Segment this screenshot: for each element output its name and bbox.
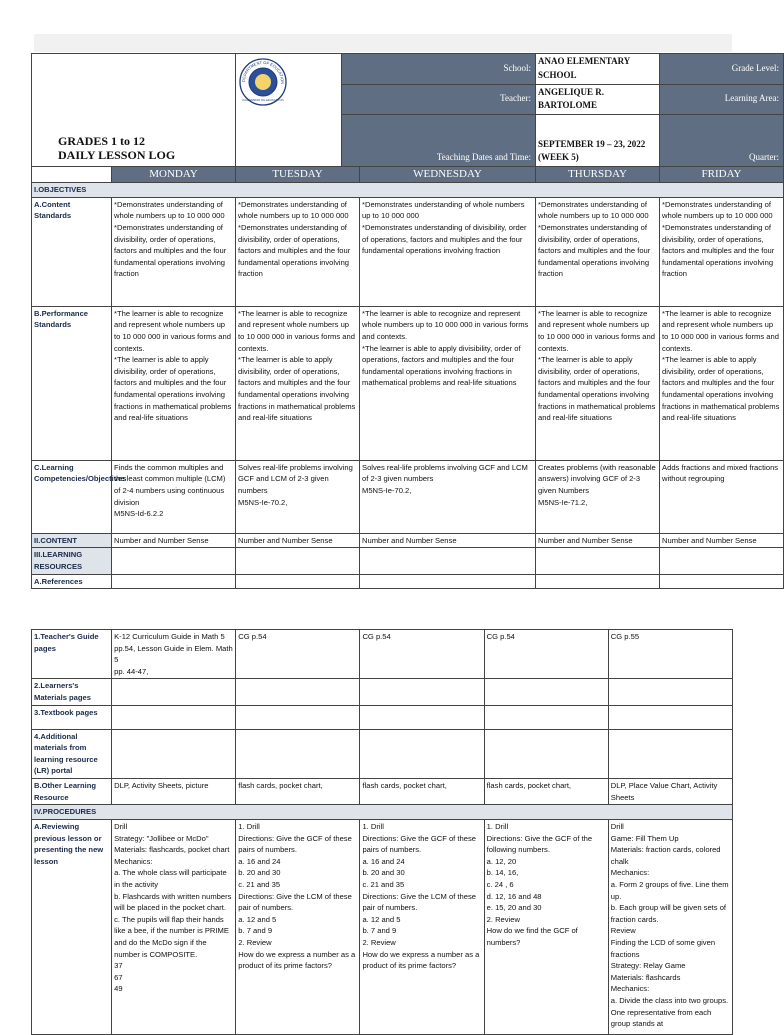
reviewing-wednesday: 1. Drill Directions: Give the GCF of these pairs of numbers. a. 16 and 24 b. 20 and 30 c. 21 and 35 Directions: Give the LCM of these pair of numbers. a. 12 and 5 b. 7 and 9 2. Review How do we express a number as a product of its prime factors? (360, 819, 484, 1034)
row-label-other-resource: B.Other Learning Resource (32, 779, 112, 805)
reviewing-friday: Drill Game: Fill Them Up Materials: fraction cards, colored chalk Mechanics: a. Form 2 groups of five. Line them up. b. Each group will be given sets of fraction cards. Review Finding the LCD of some given fractions Strategy: Relay Game Materials: flashcards Mechanics: a. Divide the class into two groups. One representative from each group stands at (608, 819, 732, 1034)
performance-standards-tuesday: *The learner is able to recognize and represent whole numbers up to 10 000 000 in various forms and contexts. *The learner is able to apply divisibility, order of operations, factors and multiples and the four fundamental operations involving fractions in mathematical problems and real-life situations (236, 306, 360, 460)
performance-standards-friday: *The learner is able to recognize and represent whole numbers up to 10 000 000 in various forms and contexts. *The learner is able to apply divisibility, order of operations, factors and multiples and the four fundamental operations involving fractions in mathematical problems and real-life situations (660, 306, 784, 460)
content-standards-wednesday: *Demonstrates understanding of whole numbers up to 10 000 000 *Demonstrates understanding of divisibility, order of operations, factors and multiples and the four fundamental operations involving fraction (360, 197, 536, 306)
row-label-competencies: C.Learning Competencies/Objectives (32, 460, 112, 533)
dates-label: Teaching Dates and Time: (342, 115, 536, 167)
teachers-guide-monday: K-12 Curriculum Guide in Math 5 pp.54, Lesson Guide in Elem. Math 5 pp. 44-47, (112, 630, 236, 679)
competencies-tuesday: Solves real-life problems involving GCF and LCM of 2-3 given numbers M5NS-Ie-70.2, (236, 460, 360, 533)
row-label-references: A.References (32, 574, 112, 589)
row-label-reviewing: A.Reviewing previous lesson or presenting the new lesson (32, 819, 112, 1034)
competencies-wednesday: Solves real-life problems involving GCF and LCM of 2-3 given numbers M5NS-Ie-70.2, (360, 460, 536, 533)
performance-standards-wednesday: *The learner is able to recognize and represent whole numbers up to 10 000 000 in various forms and contexts. *The learner is able to apply divisibility, order of operations, factors and multiples and the four fundamental operations involving fractions in mathematical problems and real-life situations (360, 306, 536, 460)
day-header-wednesday: WEDNESDAY (360, 167, 536, 183)
row-label-learning-resources: III.LEARNING RESOURCES (32, 548, 112, 574)
teachers-guide-thursday: CG p.54 (484, 630, 608, 679)
day-header-tuesday: TUESDAY (236, 167, 360, 183)
row-label-additional-materials: 4.Additional materials from learning resource (LR) portal (32, 729, 112, 778)
other-resource-monday: DLP, Activity Sheets, picture (112, 779, 236, 805)
performance-standards-thursday: *The learner is able to recognize and represent whole numbers up to 10 000 000 in various forms and contexts. *The learner is able to apply divisibility, order of operations, factors and multiples and the four fundamental operations involving fractions in mathematical problems and real-life situations (536, 306, 660, 460)
content-standards-friday: *Demonstrates understanding of whole numbers up to 10 000 000 *Demonstrates understanding of divisibility, order of operations, factors and multiples and the four fundamental operations involving fraction (660, 197, 784, 306)
grade-level-label: Grade Level: (660, 54, 784, 85)
row-label-learners-materials: 2.Learners's Materials pages (32, 679, 112, 705)
competencies-thursday: Creates problems (with reasonable answers) involving GCF of 2-3 given Numbers M5NS-Ie-71.2, (536, 460, 660, 533)
content-wednesday: Number and Number Sense (360, 533, 536, 548)
teachers-guide-wednesday: CG p.54 (360, 630, 484, 679)
content-tuesday: Number and Number Sense (236, 533, 360, 548)
quarter-label: Quarter: (660, 115, 784, 167)
school-value: ANAO ELEMENTARY SCHOOL (536, 54, 660, 85)
section-objectives: I.OBJECTIVES (32, 183, 784, 198)
title-block (32, 54, 236, 167)
content-standards-monday: *Demonstrates understanding of whole numbers up to 10 000 000 *Demonstrates understanding of divisibility, order of operations, factors and multiples and the four fundamental operations involving fraction (112, 197, 236, 306)
reviewing-tuesday: 1. Drill Directions: Give the GCF of these pairs of numbers. a. 16 and 24 b. 20 and 30 c. 21 and 35 Directions: Give the LCM of these pair of numbers. a. 12 and 5 b. 7 and 9 2. Review How do we express a number as a product of its prime factors? (236, 819, 360, 1034)
title-line-2: DAILY LESSON LOG (58, 148, 176, 163)
other-resource-friday: DLP, Place Value Chart, Activity Sheets (608, 779, 732, 805)
day-header-thursday: THURSDAY (536, 167, 660, 183)
row-label-textbook: 3.Textbook pages (32, 705, 112, 729)
seal-inner-text: KAGAWARAN NG EDUKASYON (242, 98, 284, 102)
lesson-log-resources-and-procedures-table (31, 629, 733, 1035)
day-header-friday: FRIDAY (660, 167, 784, 183)
row-label-content-standards: A.Content Standards (32, 197, 112, 306)
teacher-value: ANGELIQUE R. BARTOLOME (536, 84, 660, 115)
seal-outer-text: DEPARTMENT OF EDUCATION (240, 59, 286, 85)
teachers-guide-friday: CG p.55 (608, 630, 732, 679)
performance-standards-monday: *The learner is able to recognize and represent whole numbers up to 10 000 000 in various forms and contexts. *The learner is able to apply divisibility, order of operations, factors and multiples and the four fundamental operations involving fractions in mathematical problems and real-life situations (112, 306, 236, 460)
competencies-monday: Finds the common multiples and the least common multiple (LCM) of 2-4 numbers using continuous division M5NS-Id-6.2.2 (112, 460, 236, 533)
deped-seal-icon (238, 57, 288, 107)
content-thursday: Number and Number Sense (536, 533, 660, 548)
other-resource-thursday: flash cards, pocket chart, (484, 779, 608, 805)
content-friday: Number and Number Sense (660, 533, 784, 548)
top-bar (34, 34, 732, 52)
other-resource-tuesday: flash cards, pocket chart, (236, 779, 360, 805)
row-label-performance-standards: B.Performance Standards (32, 306, 112, 460)
row-label-content: II.CONTENT (32, 533, 112, 548)
section-procedures: IV.PROCEDURES (32, 805, 733, 820)
teacher-label: Teacher: (342, 84, 536, 115)
teachers-guide-tuesday: CG p.54 (236, 630, 360, 679)
day-header-monday: MONDAY (112, 167, 236, 183)
lesson-log-header-and-objectives-table (31, 53, 784, 589)
learning-area-label: Learning Area: (660, 84, 784, 115)
competencies-friday: Adds fractions and mixed fractions without regrouping (660, 460, 784, 533)
reviewing-monday: Drill Strategy: "Jollibee or McDo" Materials: flashcards, pocket chart Mechanics: a. The whole class will participate in the activity b. Flashcards with written numbers will be placed in the pocket chart. c. The pupils will flap their hands like a bee, if the number is PRIME and do the McDo sign if the number is COMPOSITE. 37 67 49 (112, 819, 236, 1034)
day-header-blank (32, 167, 112, 183)
content-monday: Number and Number Sense (112, 533, 236, 548)
seal-cell (236, 54, 342, 167)
content-standards-thursday: *Demonstrates understanding of whole numbers up to 10 000 000 *Demonstrates understanding of divisibility, order of operations, factors and multiples and the four fundamental operations involving fraction (536, 197, 660, 306)
dates-value: SEPTEMBER 19 – 23, 2022 (WEEK 5) (536, 115, 660, 167)
other-resource-wednesday: flash cards, pocket chart, (360, 779, 484, 805)
school-label: School: (342, 54, 536, 85)
reviewing-thursday: 1. Drill Directions: Give the GCF of the following numbers. a. 12, 20 b. 14, 16, c. 24 , 6 d. 12, 16 and 48 e. 15, 20 and 30 2. Review How do we find the GCF of numbers? (484, 819, 608, 1034)
row-label-teachers-guide: 1.Teacher's Guide pages (32, 630, 112, 679)
content-standards-tuesday: *Demonstrates understanding of whole numbers up to 10 000 000 *Demonstrates understanding of divisibility, order of operations, factors and multiples and the four fundamental operations involving fraction (236, 197, 360, 306)
title-line-1: GRADES 1 to 12 (58, 134, 146, 149)
